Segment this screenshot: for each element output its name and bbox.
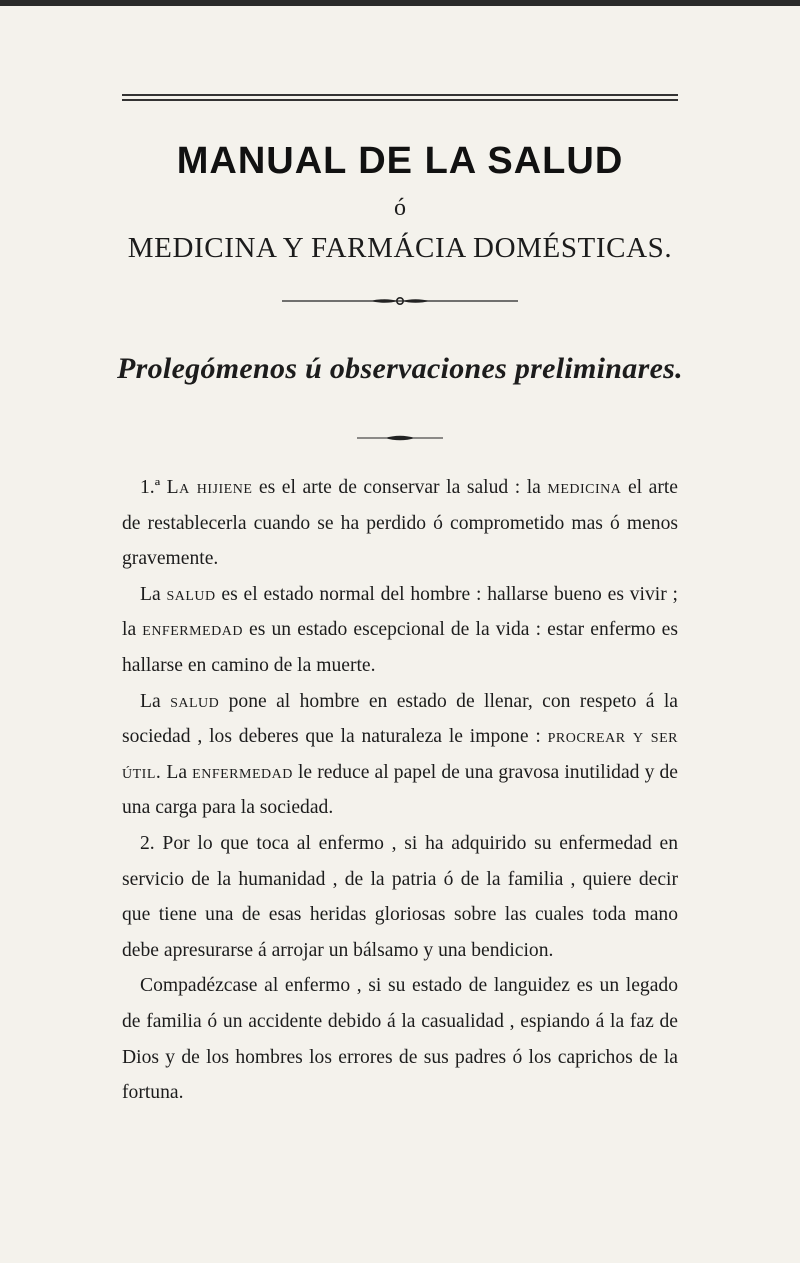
paragraph-number: 1.ª: [140, 477, 161, 498]
book-subtitle: MEDICINA Y FARMÁCIA DOMÉSTICAS.: [127, 232, 673, 264]
text-run: La: [161, 761, 193, 783]
text-run: el arte de restablecerla cuando se ha perdido ó comprometido mas ó menos gravemente.: [122, 477, 678, 570]
term-procrear: procrear y ser útil.: [122, 726, 678, 783]
term-salud: salud: [166, 583, 216, 605]
header-double-rule: [122, 94, 678, 102]
ornament-divider: [282, 296, 518, 306]
rule-line-thin: [122, 94, 678, 96]
text-run: La: [140, 583, 167, 605]
text-run: La: [140, 690, 171, 712]
paragraph-3: [122, 684, 678, 826]
book-title: MANUAL DE LA SALUD: [176, 140, 624, 182]
body-text: [122, 470, 678, 1111]
paragraph-4: 2. Por lo que toca al enfermo , si ha adquirido su enfermedad en servicio de la humanidad , de la patria ó de la familia , quiere decir que tiene una de esas heridas gloriosas sobre las cuales toda mano debe apresurarse á arrojar un bálsamo y una bendicion.: [122, 832, 678, 961]
text-run: pone al hombre en estado de llenar, con respeto á la sociedad , los deberes que la naturaleza le impone :: [122, 690, 678, 748]
text-run: es el estado normal del hombre : hallarse bueno es vivir ; la: [122, 583, 678, 641]
paragraph-2: [122, 577, 678, 684]
term-salud: salud: [170, 690, 220, 712]
title-conjunction: ó: [394, 195, 406, 221]
text-run: le reduce al papel de una gravosa inutilidad y de una carga para la sociedad.: [122, 761, 678, 819]
page-edge: [0, 0, 800, 6]
paragraph-1: [122, 470, 678, 577]
term-enfermedad: enfermedad: [192, 761, 293, 783]
small-ornament-divider: [357, 434, 443, 442]
text-run: es el arte de conservar la salud : la: [252, 477, 548, 498]
term-hijiene: La hijiene: [166, 477, 253, 498]
rule-line-thick: [122, 99, 678, 101]
term-medicina: medicina: [547, 477, 622, 498]
section-heading: Prolegómenos ú observaciones preliminares.: [117, 352, 683, 385]
term-enfermedad: enfermedad: [142, 619, 243, 641]
text-run: es un estado escepcional de la vida : estar enfermo es hallarse en camino de la muerte.: [122, 619, 678, 676]
paragraph-5: Compadézcase al enfermo , si su estado de languidez es un legado de familia ó un accidente debido á la casualidad , espiando á la faz de Dios y de los hombres los errores de sus padres ó los caprichos de la fortuna.: [122, 975, 678, 1104]
